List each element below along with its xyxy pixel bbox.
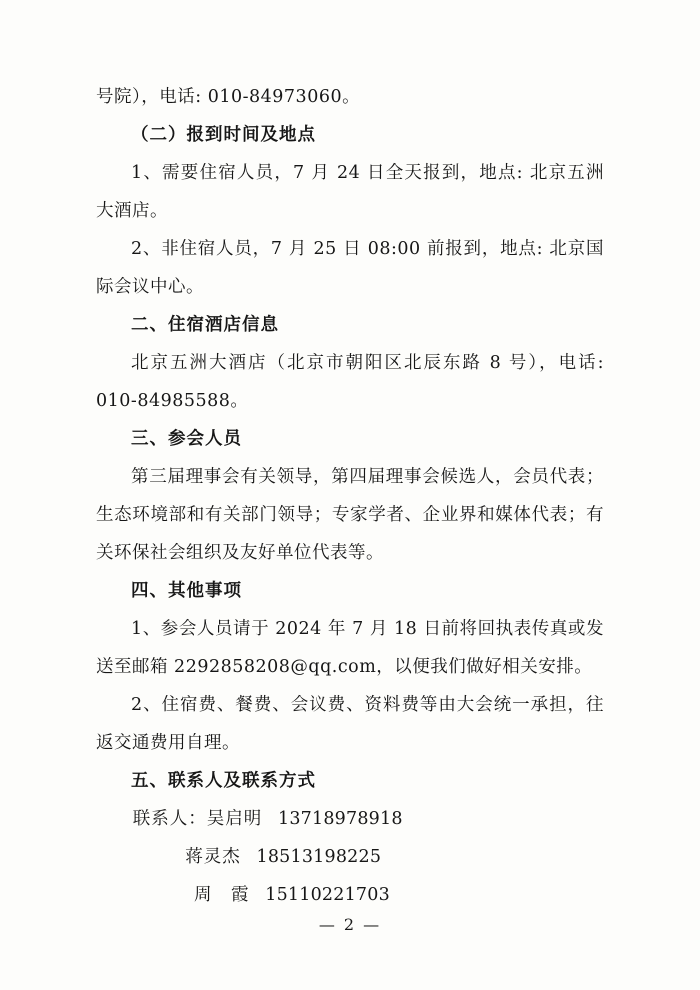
contact-phone-1: 13718978918 [278, 809, 403, 829]
contact-name-2: 蒋灵杰 [185, 847, 241, 867]
contact-name-1: 吴启明 [206, 809, 263, 829]
paragraph-contact-phone: 号院），电话: 010-84973060。 [96, 87, 361, 107]
contact-row-2 [96, 838, 604, 876]
paragraph-hotel-address: 北京五洲大酒店（北京市朝阳区北辰东路 8 号），电话: 010-84985588。 [96, 353, 604, 411]
paragraph-reply-form-deadline: 1、参会人员请于 2024 年 7 月 18 日前将回执表传真或发送至邮箱 2292858208@qq.com，以便我们做好相关安排。 [96, 619, 604, 677]
paragraph-attendees-detail: 第三届理事会有关领导，第四届理事会候选人，会员代表；生态环境部和有关部门领导；专家学者、企业界和媒体代表；有关环保社会组织及友好单位代表等。 [96, 467, 604, 563]
contact-row-1 [96, 800, 604, 838]
paragraph-expenses: 2、住宿费、餐费、会议费、资料费等由大会统一承担，往返交通费用自理。 [96, 695, 604, 753]
paragraph-nonlodging-checkin: 2、非住宿人员，7 月 25 日 08:00 前报到，地点: 北京国际会议中心。 [96, 239, 604, 297]
contact-list [96, 800, 604, 914]
heading-attendees: 三、参会人员 [131, 429, 242, 449]
heading-hotel-info: 二、住宿酒店信息 [131, 315, 279, 335]
heading-contacts: 五、联系人及联系方式 [131, 771, 316, 791]
contact-name-3: 周 霞 [194, 885, 250, 905]
contact-row-3 [96, 876, 604, 914]
paragraph-lodging-checkin: 1、需要住宿人员，7 月 24 日全天报到，地点: 北京五洲大酒店。 [96, 163, 604, 221]
contact-label: 联系人： [132, 809, 207, 829]
document-body [96, 78, 604, 914]
heading-report-time-place: （二）报到时间及地点 [131, 125, 316, 145]
page-number: — 2 — [318, 915, 382, 934]
heading-other-matters: 四、其他事项 [131, 581, 242, 601]
contact-phone-3: 15110221703 [265, 885, 390, 905]
contact-phone-2: 18513198225 [256, 847, 382, 867]
